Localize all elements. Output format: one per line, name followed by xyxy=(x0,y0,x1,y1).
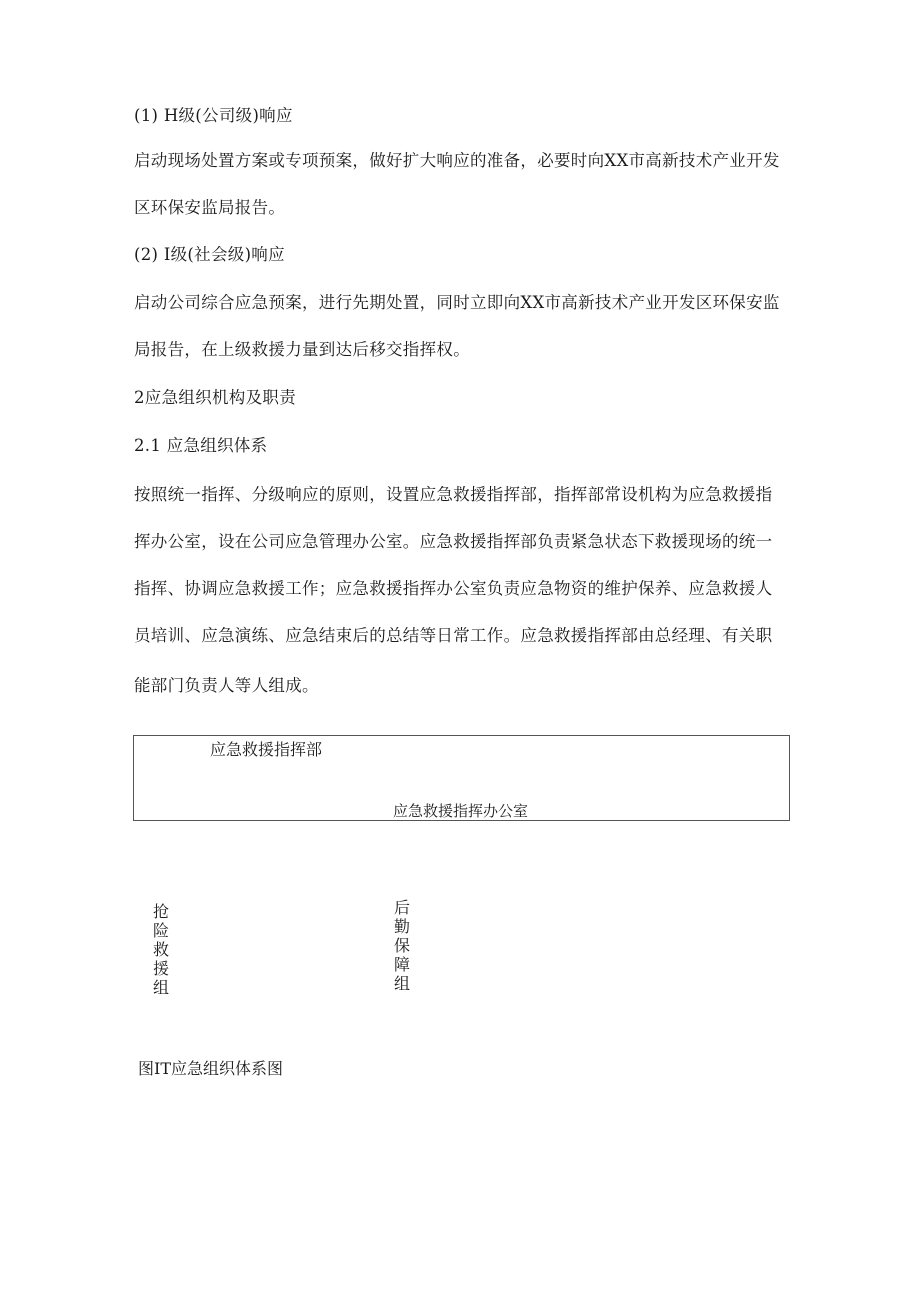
level-i-heading: (2) I级(社会级)响应 xyxy=(134,245,285,264)
level-h-body-line-2: 区环保安监局报告。 xyxy=(134,198,286,217)
level-i-body-line-2: 局报告，在上级救援力量到达后移交指挥权。 xyxy=(134,340,470,359)
office-label: 应急救援指挥办公室 xyxy=(393,802,529,820)
system-body-line-1: 按照统一指挥、分级响应的原则，设置应急救援指挥部，指挥部常设机构为应急救援指 xyxy=(134,485,773,504)
system-body-line-5: 能部门负责人等人组成。 xyxy=(134,676,319,695)
system-body-line-2: 挥办公室，设在公司应急管理办公室。应急救援指挥部负责紧急状态下救援现场的统一 xyxy=(134,532,773,551)
figure-caption: 图IT应急组织体系图 xyxy=(138,1059,283,1078)
headquarters-label: 应急救援指挥部 xyxy=(210,740,323,759)
section-2-heading: 2应急组织机构及职责 xyxy=(134,388,296,407)
org-chart-box xyxy=(133,735,790,821)
system-body-line-4: 员培训、应急演练、应急结束后的总结等日常工作。应急救援指挥部由总经理、有关职 xyxy=(134,626,773,645)
level-h-heading: (1) H级(公司级)响应 xyxy=(134,106,293,125)
section-2-1-heading: 2.1 应急组织体系 xyxy=(134,436,268,455)
rescue-group-label: 抢险救援组 xyxy=(152,902,169,997)
logistics-group-label: 后勤保障组 xyxy=(393,898,410,993)
system-body-line-3: 指挥、协调应急救援工作；应急救援指挥办公室负责应急物资的维护保养、应急救援人 xyxy=(134,579,773,598)
level-i-body-line-1: 启动公司综合应急预案，进行先期处置，同时立即向XX市高新技术产业开发区环保安监 xyxy=(134,293,780,312)
level-h-body-line-1: 启动现场处置方案或专项预案，做好扩大响应的准备，必要时向XX市高新技术产业开发 xyxy=(134,151,780,170)
